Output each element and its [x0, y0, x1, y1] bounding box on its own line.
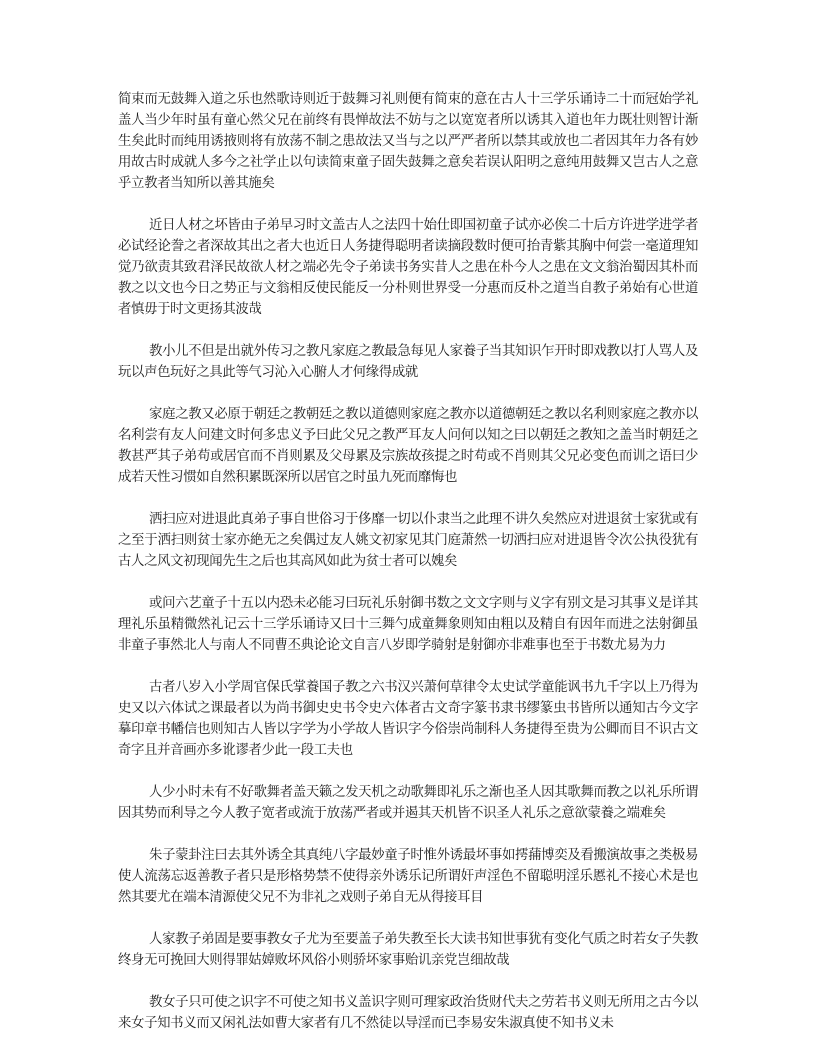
paragraph: 朱子蒙卦注曰去其外诱全其真纯八字最妙童子时惟外诱最坏事如摴蒱博奕及看搬演故事之类极易使人流荡忘返善教子者只是形格势禁不使得亲外诱乐记所谓奸声淫色不留聪明淫乐慝礼不接心术是也然其要尤在端本清源使父兄不为非礼之戏则子弟自无从得接耳目 — [118, 848, 698, 905]
paragraph: 教小儿不但是出就外传习之教凡家庭之教最急每见人家養子当其知识乍开时即戏教以打人骂人及玩以声色玩好之具此等气习沁入心腑人才何缘得成就 — [118, 344, 698, 380]
paragraph: 人少小时未有不好歌舞者盖天籁之发天机之动歌舞即礼乐之渐也圣人因其歌舞而教之以礼乐所谓因其势而利导之今人教子宽者或流于放荡严者或并遏其天机皆不识圣人礼乐之意欲蒙養之端难矣 — [118, 785, 698, 821]
paragraph: 洒扫应对进退此真弟子事自世俗习于侈靡一切以仆隶当之此理不讲久矣然应对进退贫士家犹或有之至于洒扫则贫士家亦絶无之矣偶过友人姚文初家见其门庭萧然一切洒扫应对进退皆令次公执役犹有古人之风文初现闻先生之后也其高风如此为贫士者可以媿矣 — [118, 512, 698, 569]
paragraph: 近日人材之坏皆由子弟早习时文盖古人之法四十始仕即国初童子试亦必俟二十后方许进学进学者必试经论誊之者深故其出之者大也近日人务捷得聪明者读摘段数时便可抬青紫其胸中何尝一毫道理知觉乃欲责其致君泽民故欲人材之端必先令子弟读书务实昔人之患在朴今人之患在文文翁治蜀因其朴而教之以文也今日之势正与文翁相反使民能反一分朴则世界受一分惠而反朴之道当自教子弟始有心世道者慎毋于时文更扬其波哉 — [118, 218, 698, 317]
paragraph: 教女子只可使之识字不可使之知书义盖识字则可理家政治货财代夫之劳若书义则无所用之古今以来女子知书义而又闲礼法如曹大家者有几不然徒以导淫而已李易安朱淑真使不知书义未 — [118, 995, 698, 1031]
paragraph: 人家教子弟固是要事教女子尤为至要盖子弟失教至长大读书知世事犹有变化气质之时若女子失教终身无可挽回大则得罪姑嫜败坏风俗小则骄坏家事贻讥亲党岂细故哉 — [118, 932, 698, 968]
document-page — [118, 89, 698, 1049]
paragraph: 家庭之教又必原于朝廷之教朝廷之教以道德则家庭之教亦以道德朝廷之教以名利则家庭之教亦以名利尝有友人问建文时何多忠义予曰此父兄之教严耳友人问何以知之曰以朝廷之教知之盖当时朝廷之教甚严其子弟苟或居官而不肖则累及父母累及宗族故孩提之时苟或不肖则其父兄必变色而训之语曰少成若天性习惯如自然积累既深所以居官之时虽九死而靡悔也 — [118, 407, 698, 485]
paragraph-continuation: 简束而无鼓舞入道之乐也然歌诗则近于鼓舞习礼则便有简束的意在古人十三学乐诵诗二十而冠始学礼盖人当少年时虽有童心然父兄在前终有畏惮故法不妨与之以宽宽者所以诱其入道也年力既壮则智计渐生矣此时而纯用诱掖则将有放荡不制之患故法又当与之以严严者所以禁其或放也二者因其年力各有妙用故古时成就人多今之社学止以句读简束童子固失鼓舞之意矣若误认阳明之意纯用鼓舞又岂古人之意乎立教者当知所以善其施矣 — [118, 92, 698, 191]
paragraph: 古者八岁入小学周官保氏掌養国子教之六书汉兴萧何草律令太史试学童能讽书九千字以上乃得为史又以六体试之课最者以为尚书御史史书令史六体者古文奇字篆书隶书缪篆虫书皆所以通知古今文字摹印章书幡信也则知古人皆以字学为小学故人皆识字今俗崇尚制科人务捷得至贵为公卿而目不识古文奇字且并音画亦多讹谬者少此一段工夫也 — [118, 680, 698, 758]
paragraph: 或问六艺童子十五以内恐未必能习曰玩礼乐射御书数之文文字则与义字有别文是习其事义是详其理礼乐虽精微然礼记云十三学乐诵诗又曰十三舞勺成童舞象则知由粗以及精自有因年而进之法射御虽非童子事然北人与南人不同曹丕典论论文自言八岁即学骑射是射御亦非难事也至于书数尤易为力 — [118, 596, 698, 653]
